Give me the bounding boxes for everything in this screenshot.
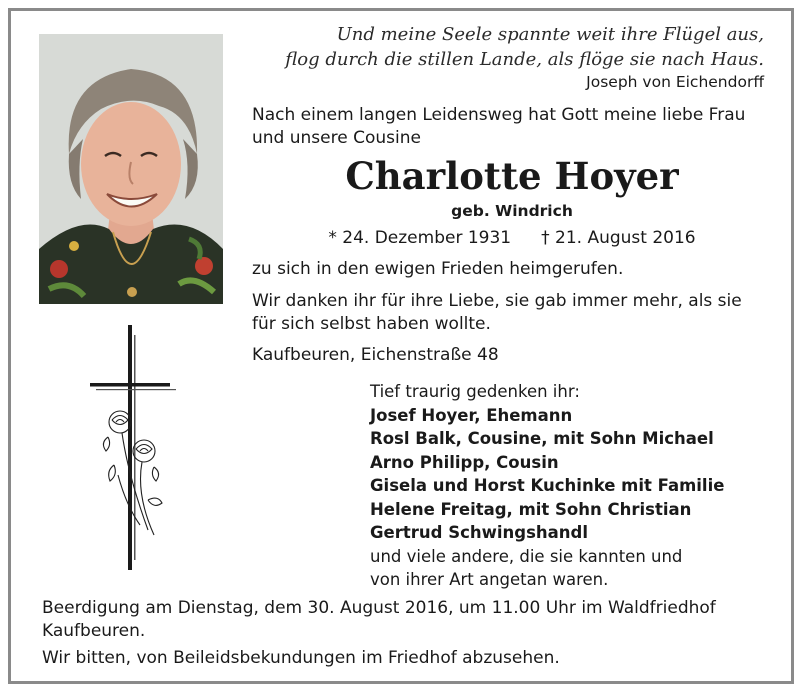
life-dates [252,227,772,249]
poem-author: Joseph von Eichendorff [586,73,764,91]
cross-drawing [88,325,178,570]
mourners-heading: Tief traurig gedenken ihr: [370,382,580,401]
mourner-name: Gertrud Schwingshandl [370,523,588,542]
condolence-request: Wir bitten, von Beileidsbekundungen im Friedhof abzusehen. [42,648,560,668]
funeral-line-1: Beerdigung am Dienstag, dem 30. August 2016, um 11.00 Uhr im Waldfriedhof [42,598,716,618]
mourners-closing-1: und viele andere, die sie kannten und [370,546,683,566]
intro-line-2: und unsere Cousine [252,128,421,148]
death-date: † 21. August 2016 [541,228,696,248]
mourners-list [370,380,724,592]
mourner-name: Arno Philipp, Cousin [370,452,559,472]
address: Kaufbeuren, Eichenstraße 48 [252,345,499,365]
mourners-closing-2: von ihrer Art angetan waren. [370,570,609,589]
funeral-line-2: Kaufbeuren. [42,621,146,641]
birth-date: * 24. Dezember 1931 [328,228,512,248]
mourner-name: Helene Freitag, mit Sohn Christian [370,499,692,519]
body-line-1: zu sich in den ewigen Frieden heimgerufen. [252,259,624,279]
poem-line-1: Und meine Seele spannte weit ihre Flügel aus, [336,24,764,45]
portrait-illustration [39,34,223,304]
thanks-paragraph [252,290,772,336]
thanks-line-2: für sich selbst haben wollte. [252,314,491,334]
mourner-name: Josef Hoyer, Ehemann [370,405,573,425]
poem-line-2: flog durch die stillen Lande, als flöge sie nach Haus. [285,49,764,70]
cross-with-roses-icon [88,325,178,570]
intro-line-1: Nach einem langen Leidensweg hat Gott meine liebe Frau [252,105,746,125]
deceased-name: Charlotte Hoyer [345,154,679,198]
mourner-name: Rosl Balk, Cousine, mit Sohn Michael [370,429,714,448]
maiden-name: geb. Windrich [451,202,573,220]
thanks-line-1: Wir danken ihr für ihre Liebe, sie gab immer mehr, als sie [252,291,742,311]
portrait-photo [39,34,223,304]
intro-text [252,104,772,150]
funeral-notice [42,597,762,670]
mourner-name: Gisela und Horst Kuchinke mit Familie [370,476,725,495]
poem-quote [285,22,764,72]
